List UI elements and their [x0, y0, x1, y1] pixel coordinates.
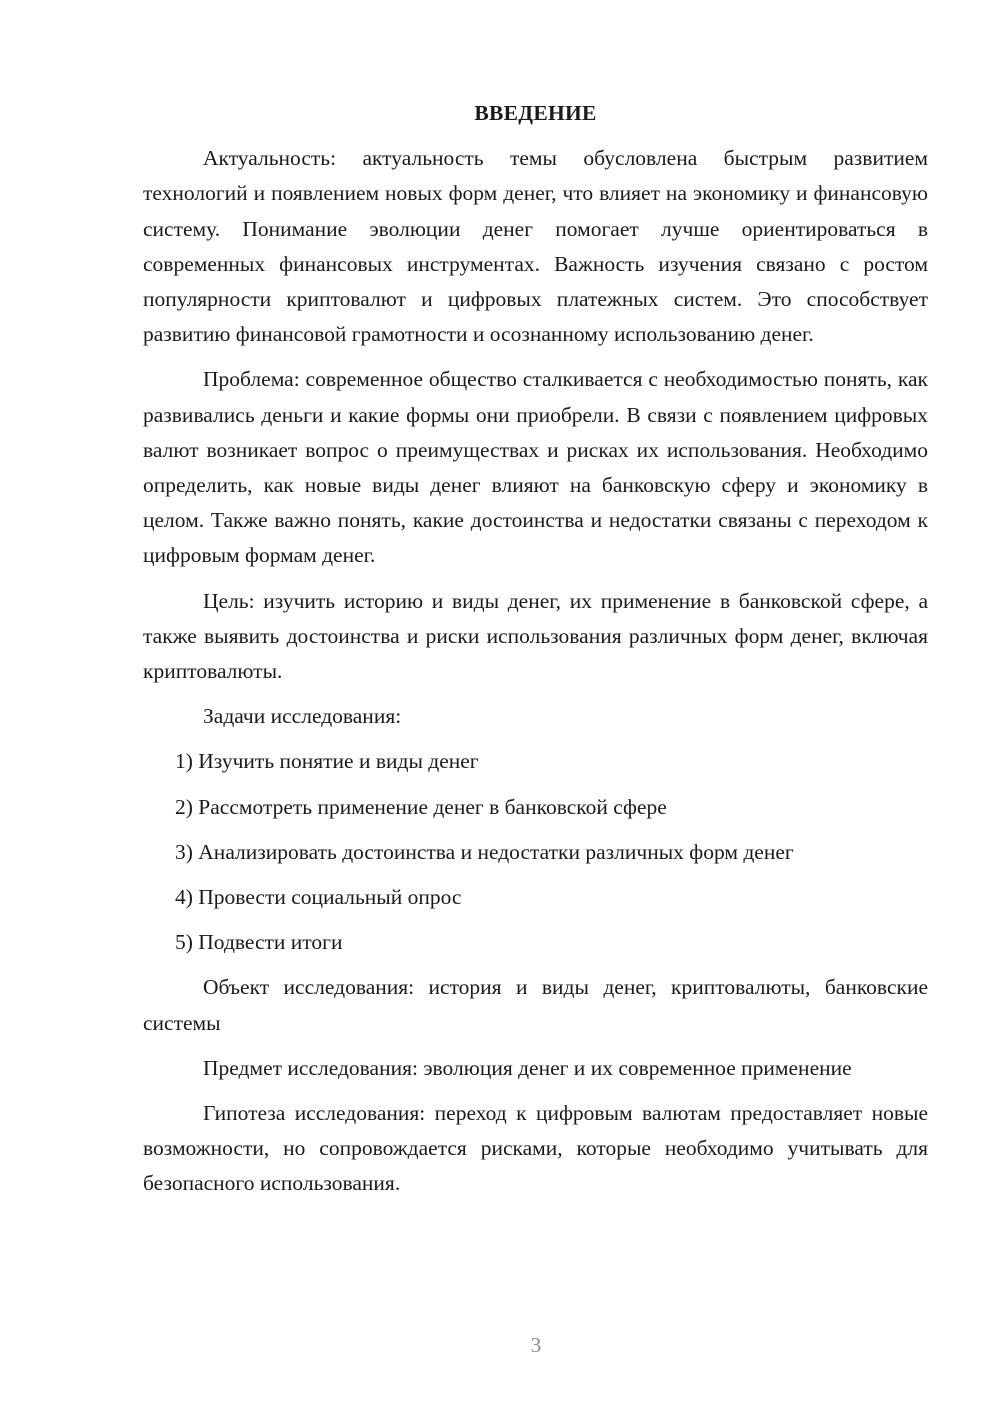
task-item-2: 2) Рассмотреть применение денег в банковской сфере	[175, 794, 667, 819]
paragraph-hypothesis: Гипотеза исследования: переход к цифровым валютам предоставляет новые возможности, но сопровождается рисками, которые необходимо учитывать для безопасного использования.	[143, 1101, 928, 1196]
tasks-list	[143, 744, 928, 960]
section-title: ВВЕДЕНИЕ	[474, 101, 597, 125]
task-item-4: 4) Провести социальный опрос	[175, 885, 462, 910]
paragraph-relevance: Актуальность: актуальность темы обусловлена быстрым развитием технологий и появлением новых форм денег, что влияет на экономику и финансовую систему. Понимание эволюции денег помогает лучше ориентироваться в современных финансовых инструментах. Важность изучения связано с ростом популярности криптовалют и цифровых платежных систем. Это способствует развитию финансовой грамотности и осознанному использованию денег.	[143, 146, 928, 347]
document-page	[143, 96, 928, 1212]
page-number: 3	[530, 1333, 542, 1357]
task-item-3: 3) Анализировать достоинства и недостатки различных форм денег	[175, 839, 794, 864]
paragraph-subject: Предмет исследования: эволюция денег и их современное применение	[203, 1055, 852, 1080]
task-item-5: 5) Подвести итоги	[175, 930, 343, 955]
task-item-1: 1) Изучить понятие и виды денег	[175, 749, 479, 774]
tasks-heading: Задачи исследования:	[203, 704, 402, 729]
paragraph-problem: Проблема: современное общество сталкивается с необходимостью понять, как развивались деньги и какие формы они приобрели. В связи с появлением цифровых валют возникает вопрос о преимуществах и рисках их использования. Необходимо определить, как новые виды денег влияют на банковскую сферу и экономику в целом. Также важно понять, какие достоинства и недостатки связаны с переходом к цифровым формам денег.	[143, 367, 928, 568]
paragraph-object: Объект исследования: история и виды денег, криптовалюты, банковские системы	[143, 975, 928, 1035]
paragraph-goal: Цель: изучить историю и виды денег, их применение в банковской сфере, а также выявить достоинства и риски использования различных форм денег, включая криптовалюты.	[143, 588, 928, 684]
